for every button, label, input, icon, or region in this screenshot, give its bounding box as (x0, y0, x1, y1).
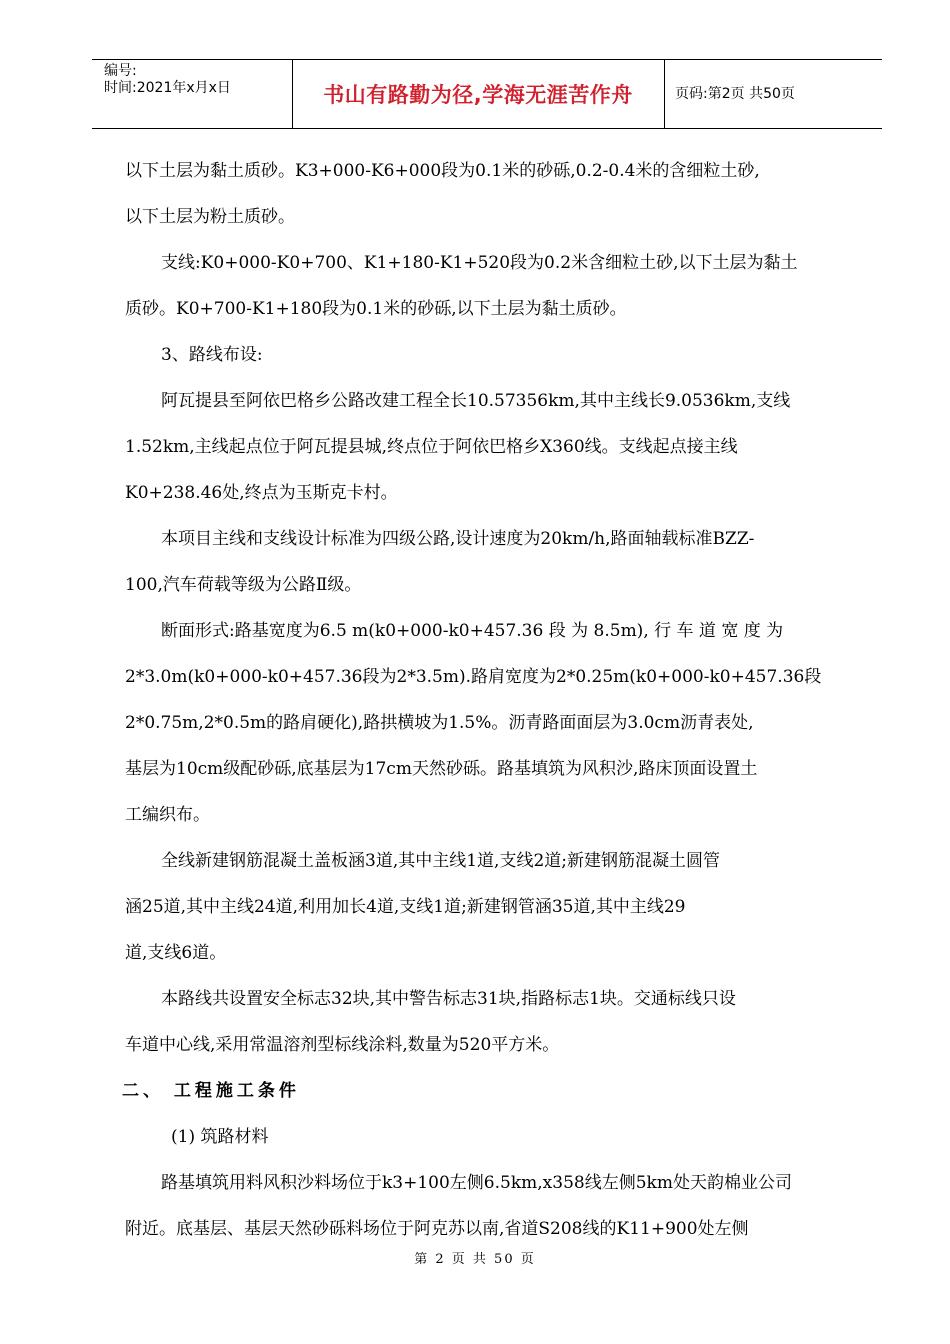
header-motto-cell (292, 60, 665, 128)
text-line: K0+238.46处,终点为玉斯克卡村。 (125, 483, 398, 503)
code-label: 编号: (104, 63, 137, 79)
header-meta-cell (92, 60, 293, 128)
header-page-cell (665, 60, 882, 128)
text-line: 本路线共设置安全标志32块,其中警告标志31块,指路标志1块。交通标线只设 (161, 989, 736, 1009)
section-subheading: (1) 筑路材料 (171, 1127, 269, 1147)
text-line: 1.52km,主线起点位于阿瓦提县城,终点位于阿依巴格乡X360线。支线起点接主线 (125, 437, 738, 457)
page-footer: 第 2 页 共 50 页 (414, 1252, 536, 1267)
page-header (92, 59, 882, 129)
text-line: 支线:K0+000-K0+700、K1+180-K1+520段为0.2米含细粒土砂,以下土层为黏土 (161, 253, 798, 273)
text-line: 涵25道,其中主线24道,利用加长4道,支线1道;新建钢管涵35道,其中主线29 (125, 897, 686, 917)
text-line: 断面形式:路基宽度为6.5 m(k0+000-k0+457.36 段 为 8.5m), 行 车 道 宽 度 为 (161, 621, 784, 641)
section-heading: 二、 工程施工条件 (122, 1081, 300, 1101)
text-line: 质砂。K0+700-K1+180段为0.1米的砂砾,以下土层为黏土质砂。 (125, 299, 627, 319)
text-line: 车道中心线,采用常温溶剂型标线涂料,数量为520平方米。 (125, 1035, 560, 1055)
document-body (122, 156, 850, 1260)
text-line: 2*3.0m(k0+000-k0+457.36段为2*3.5m).路肩宽度为2*0.25m(k0+000-k0+457.36段 (125, 667, 822, 687)
text-line: 基层为10cm级配砂砾,底基层为17cm天然砂砾。路基填筑为风积沙,路床顶面设置土 (125, 759, 758, 779)
text-line: 路基填筑用料风积沙料场位于k3+100左侧6.5km,x358线左侧5km处天韵棉业公司 (161, 1173, 792, 1193)
text-line: 本项目主线和支线设计标准为四级公路,设计速度为20km/h,路面轴载标准BZZ- (161, 529, 755, 549)
text-line: 全线新建钢筋混凝土盖板涵3道,其中主线1道,支线2道;新建钢筋混凝土圆管 (161, 851, 720, 871)
time-label: 时间:2021年x月x日 (104, 80, 231, 96)
text-line: 工编织布。 (125, 805, 210, 825)
section-subheading: 3、路线布设: (161, 345, 263, 365)
text-line: 以下土层为黏土质砂。K3+000-K6+000段为0.1米的砂砾,0.2-0.4米的含细粒土砂, (125, 161, 760, 181)
motto-text: 书山有路勤为径,学海无涯苦作舟 (323, 83, 633, 107)
text-line: 附近。底基层、基层天然砂砾料场位于阿克苏以南,省道S208线的K11+900处左侧 (125, 1219, 749, 1239)
text-line: 道,支线6道。 (125, 943, 227, 963)
text-line: 100,汽车荷载等级为公路Ⅱ级。 (125, 575, 362, 595)
text-line: 阿瓦提县至阿依巴格乡公路改建工程全长10.57356km,其中主线长9.0536km,支线 (161, 391, 791, 411)
text-line: 以下土层为粉土质砂。 (125, 207, 295, 227)
header-page-label: 页码:第2页 共50页 (675, 85, 795, 102)
text-line: 2*0.75m,2*0.5m的路肩硬化),路拱横坡为1.5%。沥青路面面层为3.0cm沥青表处, (125, 713, 754, 733)
